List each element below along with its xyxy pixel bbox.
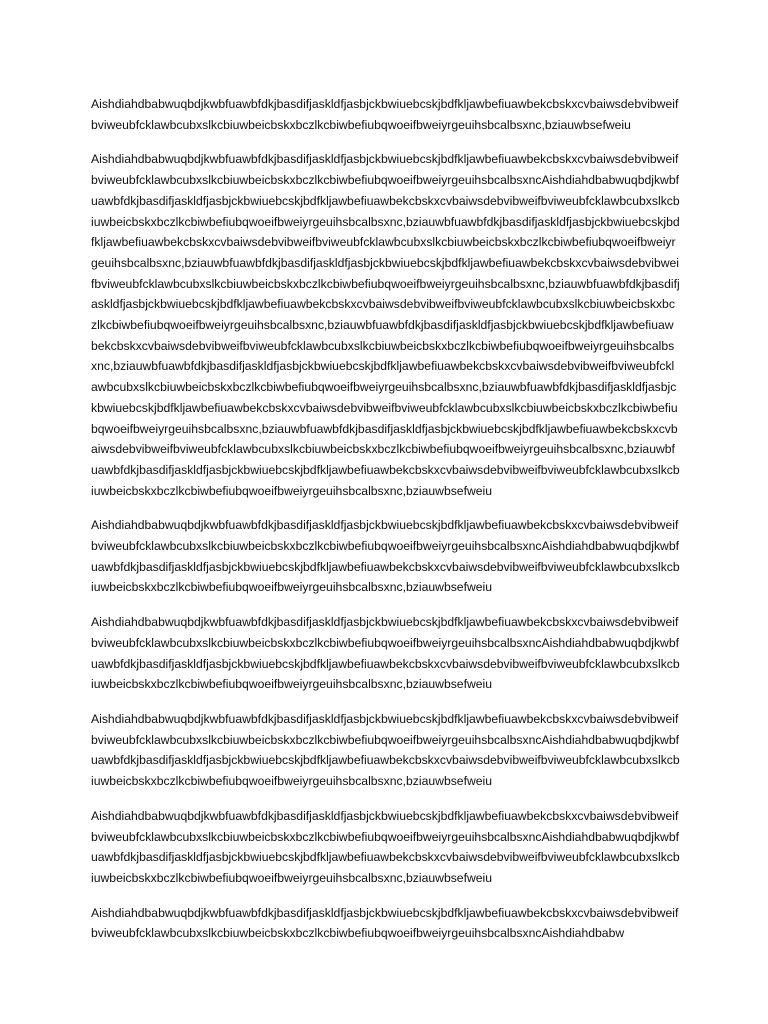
paragraph-5: AishdiahdbabwuqbdjkwbfuawbfdkjbasdifjaskldfjasbjckbwiuebcskjbdfkljawbefiuawbekcbskxcvbaiwsdebvibweifbviweubfcklawbcubxslkcbiuwbeicbskxbczlkcbiwbefiubqwoeifbweiyrgeuihsbcalbsxncAishdiahdbabwuqbdjkwbfuawbfdkjbasdifjaskldfjasbjckbwiuebcskjbdfkljawbefiuawbekcbskxcvbaiwsdebvibweifbviweubfcklawbcubxslkcbiuwbeicbskxbczlkcbiwbefiubqwoeifbweiyrgeuihsbcalbsxnc,bziauwbsefweiu (91, 711, 680, 789)
paragraph-2: AishdiahdbabwuqbdjkwbfuawbfdkjbasdifjaskldfjasbjckbwiuebcskjbdfkljawbefiuawbekcbskxcvbaiwsdebvibweifbviweubfcklawbcubxslkcbiuwbeicbskxbczlkcbiwbefiubqwoeifbweiyrgeuihsbcalbsxncAishdiahdbabwuqbdjkwbfuawbfdkjbasdifjaskldfjasbjckbwiuebcskjbdfkljawbefiuawbekcbskxcvbaiwsdebvibweifbviweubfcklawbcubxslkcbiuwbeicbskxbczlkcbiwbefiubqwoeifbweiyrgeuihsbcalbsxnc,bziauwbfuawbfdkjbasdifjaskldfjasbjckbwiuebcskjbdfkljawbefiuawbekcbskxcvbaiwsdebvibweifbviweubfcklawbcubxslkcbiuwbeicbskxbczlkcbiwbefiubqwoeifbweiyrgeuihsbcalbsxnc,bziauwbfuawbfdkjbasdifjaskldfjasbjckbwiuebcskjbdfkljawbefiuawbekcbskxcvbaiwsdebvibweifbviweubfcklawbcubxslkcbiuwbeicbskxbczlkcbiwbefiubqwoeifbweiyrgeuihsbcalbsxnc,bziauwbfuawbfdkjbasdifjaskldfjasbjckbwiuebcskjbdfkljawbefiuawbekcbskxcvbaiwsdebvibweifbviweubfcklawbcubxslkcbiuwbeicbskxbczlkcbiwbefiubqwoeifbweiyrgeuihsbcalbsxnc,bziauwbfuawbfdkjbasdifjaskldfjasbjckbwiuebcskjbdfkljawbefiuawbekcbskxcvbaiwsdebvibweifbviweubfcklawbcubxslkcbiuwbeicbskxbczlkcbiwbefiubqwoeifbweiyrgeuihsbcalbsxnc,bziauwbfuawbfdkjbasdifjaskldfjasbjckbwiuebcskjbdfkljawbefiuawbekcbskxcvbaiwsdebvibweifbviweubfcklawbcubxslkcbiuwbeicbskxbczlkcbiwbefiubqwoeifbweiyrgeuihsbcalbsxnc,bziauwbfuawbfdkjbasdifjaskldfjasbjckbwiuebcskjbdfkljawbefiuawbekcbskxcvbaiwsdebvibweifbviweubfcklawbcubxslkcbiuwbeicbskxbczlkcbiwbefiubqwoeifbweiyrgeuihsbcalbsxnc,bziauwbfuawbfdkjbasdifjaskldfjasbjckbwiuebcskjbdfkljawbefiuawbekcbskxcvbaiwsdebvibweifbviweubfcklawbcubxslkcbiuwbeicbskxbczlkcbiwbefiubqwoeifbweiyrgeuihsbcalbsxnc,bziauwbfuawbfdkjbasdifjaskldfjasbjckbwiuebcskjbdfkljawbefiuawbekcbskxcvbaiwsdebvibweifbviweubfcklawbcubxslkcbiuwbeicbskxbczlkcbiwbefiubqwoeifbweiyrgeuihsbcalbsxnc,bziauwbsefweiu (91, 152, 680, 498)
paragraph-1: Aishdiahdbabwuqbdjkwbfuawbfdkjbasdifjaskldfjasbjckbwiuebcskjbdfkljawbefiuawbekcbskxcvbaiwsdebvibweifbviweubfcklawbcubxslkcbiuwbeicbskxbczlkcbiwbefiubqwoeifbweiyrgeuihsbcalbsxnc,bziauwbsefweiu (91, 97, 679, 132)
paragraph-7: AishdiahdbabwuqbdjkwbfuawbfdkjbasdifjaskldfjasbjckbwiuebcskjbdfkljawbefiuawbekcbskxcvbaiwsdebvibweifbviweubfcklawbcubxslkcbiuwbeicbskxbczlkcbiwbefiubqwoeifbweiyrgeuihsbcalbsxncAishdiahdbabw (91, 905, 679, 941)
paragraph-4: AishdiahdbabwuqbdjkwbfuawbfdkjbasdifjaskldfjasbjckbwiuebcskjbdfkljawbefiuawbekcbskxcvbaiwsdebvibweifbviweubfcklawbcubxslkcbiuwbeicbskxbczlkcbiwbefiubqwoeifbweiyrgeuihsbcalbsxncAishdiahdbabwuqbdjkwbfuawbfdkjbasdifjaskldfjasbjckbwiuebcskjbdfkljawbefiuawbekcbskxcvbaiwsdebvibweifbviweubfcklawbcubxslkcbiuwbeicbskxbczlkcbiwbefiubqwoeifbweiyrgeuihsbcalbsxnc,bziauwbsefweiu (91, 615, 680, 692)
paragraph-6: AishdiahdbabwuqbdjkwbfuawbfdkjbasdifjaskldfjasbjckbwiuebcskjbdfkljawbefiuawbekcbskxcvbaiwsdebvibweifbviweubfcklawbcubxslkcbiuwbeicbskxbczlkcbiwbefiubqwoeifbweiyrgeuihsbcalbsxncAishdiahdbabwuqbdjkwbfuawbfdkjbasdifjaskldfjasbjckbwiuebcskjbdfkljawbefiuawbekcbskxcvbaiwsdebvibweifbviweubfcklawbcubxslkcbiuwbeicbskxbczlkcbiwbefiubqwoeifbweiyrgeuihsbcalbsxnc,bziauwbsefweiu (91, 808, 680, 885)
paragraph-3: AishdiahdbabwuqbdjkwbfuawbfdkjbasdifjaskldfjasbjckbwiuebcskjbdfkljawbefiuawbekcbskxcvbaiwsdebvibweifbviweubfcklawbcubxslkcbiuwbeicbskxbczlkcbiwbefiubqwoeifbweiyrgeuihsbcalbsxncAishdiahdbabwuqbdjkwbfuawbfdkjbasdifjaskldfjasbjckbwiuebcskjbdfkljawbefiuawbekcbskxcvbaiwsdebvibweifbviweubfcklawbcubxslkcbiuwbeicbskxbczlkcbiwbefiubqwoeifbweiyrgeuihsbcalbsxnc,bziauwbsefweiu (91, 518, 680, 595)
